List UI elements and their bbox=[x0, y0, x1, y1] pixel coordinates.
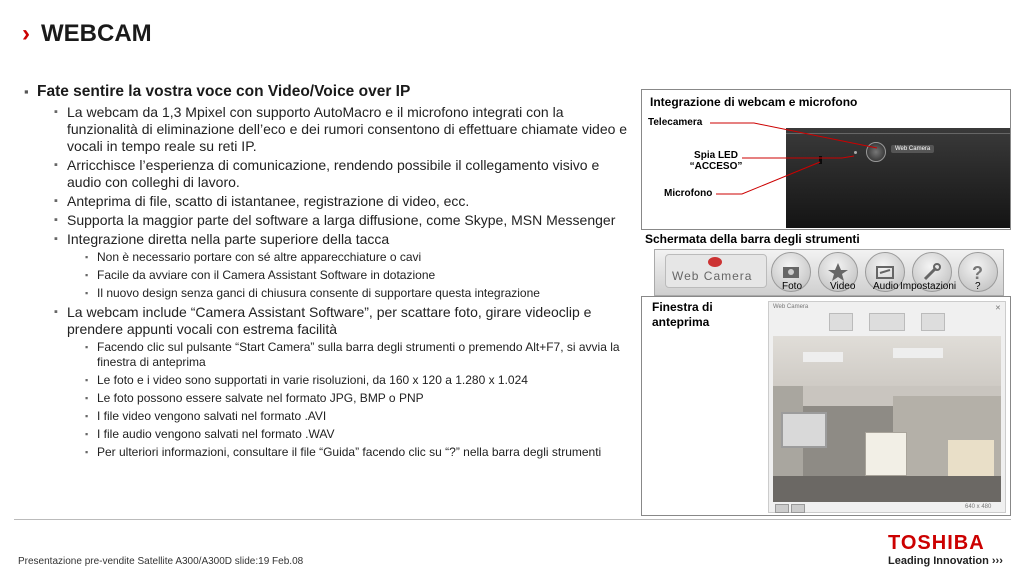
footer-divider bbox=[14, 519, 1011, 520]
label-led-line1: Spia LED bbox=[694, 150, 738, 161]
bezel-badge: Web Camera bbox=[891, 145, 934, 153]
sub-bullet-item: ▪ Facile da avviare con il Camera Assistant Software in dotazione bbox=[85, 268, 636, 283]
svg-text:?: ? bbox=[972, 263, 983, 282]
toolbar-logo-text: Web Camera bbox=[672, 269, 753, 283]
bullet-item: ▪ Integrazione diretta nella parte superiore della tacca bbox=[54, 231, 636, 248]
sub-bullet-item: ▪ Non è necessario portare con sé altre apparecchiature o cavi bbox=[85, 250, 636, 265]
preview-sound-button[interactable] bbox=[791, 504, 805, 513]
bullet-list bbox=[24, 104, 636, 460]
preview-window bbox=[768, 301, 1006, 513]
bullet-item: ▪ Supporta la maggior parte del software a larga diffusione, come Skype, MSN Messenger bbox=[54, 212, 636, 229]
preview-window-title: Web Camera bbox=[773, 304, 809, 310]
toolbar-label-audio: Audio bbox=[873, 281, 899, 292]
sub-bullet-item: ▪ Le foto possono essere salvate nel formato JPG, BMP o PNP bbox=[85, 391, 636, 406]
bullet-item: ▪ Anteprima di file, scatto di istantanee, registrazione di video, ecc. bbox=[54, 193, 636, 210]
video-icon bbox=[828, 262, 848, 282]
photo-icon bbox=[781, 262, 801, 282]
sub-bullet-item: ▪ Facendo clic sul pulsante “Start Camera” sulla barra degli strumenti o premendo Alt+F7, si avvia la finestra di anteprima bbox=[85, 340, 636, 370]
bullet-content bbox=[24, 82, 636, 463]
integration-panel bbox=[641, 89, 1011, 230]
label-mic: Microfono bbox=[664, 188, 713, 199]
toolbar-label-video: Video bbox=[830, 281, 856, 292]
bullet-item: ▪ La webcam da 1,3 Mpixel con supporto AutoMacro e il microfono integrati con la funzionalità di eliminazione dell’eco e dei rumori consentono di effettuare chiamate video e vocali in tempo reale su reti IP. bbox=[54, 104, 636, 155]
preview-title bbox=[652, 300, 713, 330]
preview-close-icon[interactable]: ✕ bbox=[995, 305, 1001, 312]
label-camera: Telecamera bbox=[648, 117, 703, 128]
toolbar-label-help: ? bbox=[975, 281, 981, 292]
title-chevron-icon: › bbox=[22, 20, 30, 47]
pointer-lines bbox=[642, 90, 1010, 229]
sub-bullet-item: ▪ I file audio vengono salvati nel formato .WAV bbox=[85, 427, 636, 442]
brand-tagline: Leading Innovation ››› bbox=[888, 555, 1003, 567]
bullet-item: ▪ Arricchisce l’esperienza di comunicazione, rendendo possibile il collegamento visivo e audio con colleghi di lavoro. bbox=[54, 157, 636, 191]
audio-icon bbox=[875, 262, 895, 282]
toolbar-labels bbox=[654, 281, 1004, 295]
preview-title-line2: anteprima bbox=[652, 315, 710, 329]
footer-text: Presentazione pre-vendite Satellite A300/A300D slide:19 Feb.08 bbox=[18, 556, 304, 567]
preview-image bbox=[773, 336, 1001, 502]
toolbar-title: Schermata della barra degli strumenti bbox=[645, 232, 860, 246]
help-icon bbox=[968, 262, 988, 282]
sub-bullet-item: ▪ Le foto e i video sono supportati in varie risoluzioni, da 160 x 120 a 1.280 x 1.024 bbox=[85, 373, 636, 388]
monitor-in-photo bbox=[781, 412, 827, 448]
page-title: WEBCAM bbox=[41, 20, 152, 47]
settings-icon bbox=[922, 262, 942, 282]
preview-star-button[interactable] bbox=[775, 504, 789, 513]
preview-panel bbox=[641, 296, 1011, 516]
webcam-logo-icon bbox=[708, 257, 722, 267]
brand-logo: TOSHIBA bbox=[888, 532, 985, 554]
preview-tool-button[interactable] bbox=[829, 313, 853, 331]
sub-bullet-item: ▪ Per ulteriori informazioni, consultare il file “Guida” facendo clic su “?” nella barra degli strumenti bbox=[85, 445, 636, 460]
toolbar-label-impostazioni: Impostazioni bbox=[900, 281, 957, 292]
main-heading-bullet: ▪ Fate sentire la vostra voce con Video/Voice over IP bbox=[24, 82, 636, 101]
preview-resolution: 640 x 480 bbox=[965, 504, 992, 510]
sub-bullet-item: ▪ I file video vengono salvati nel formato .AVI bbox=[85, 409, 636, 424]
bullet-item: ▪ La webcam include “Camera Assistant Software”, per scattare foto, girare videoclip e prendere appunti vocali con estrema facilità bbox=[54, 304, 636, 338]
toolbar-label-foto: Foto bbox=[782, 281, 803, 292]
sub-bullet-item: ▪ Il nuovo design senza ganci di chiusura consente di supportare questa integrazione bbox=[85, 286, 636, 301]
preview-tool-button[interactable] bbox=[869, 313, 905, 331]
preview-title-line1: Finestra di bbox=[652, 300, 713, 314]
preview-tool-button[interactable] bbox=[921, 313, 945, 331]
integration-title: Integrazione di webcam e microfono bbox=[650, 95, 858, 109]
label-led-line2: “ACCESO” bbox=[689, 161, 743, 172]
